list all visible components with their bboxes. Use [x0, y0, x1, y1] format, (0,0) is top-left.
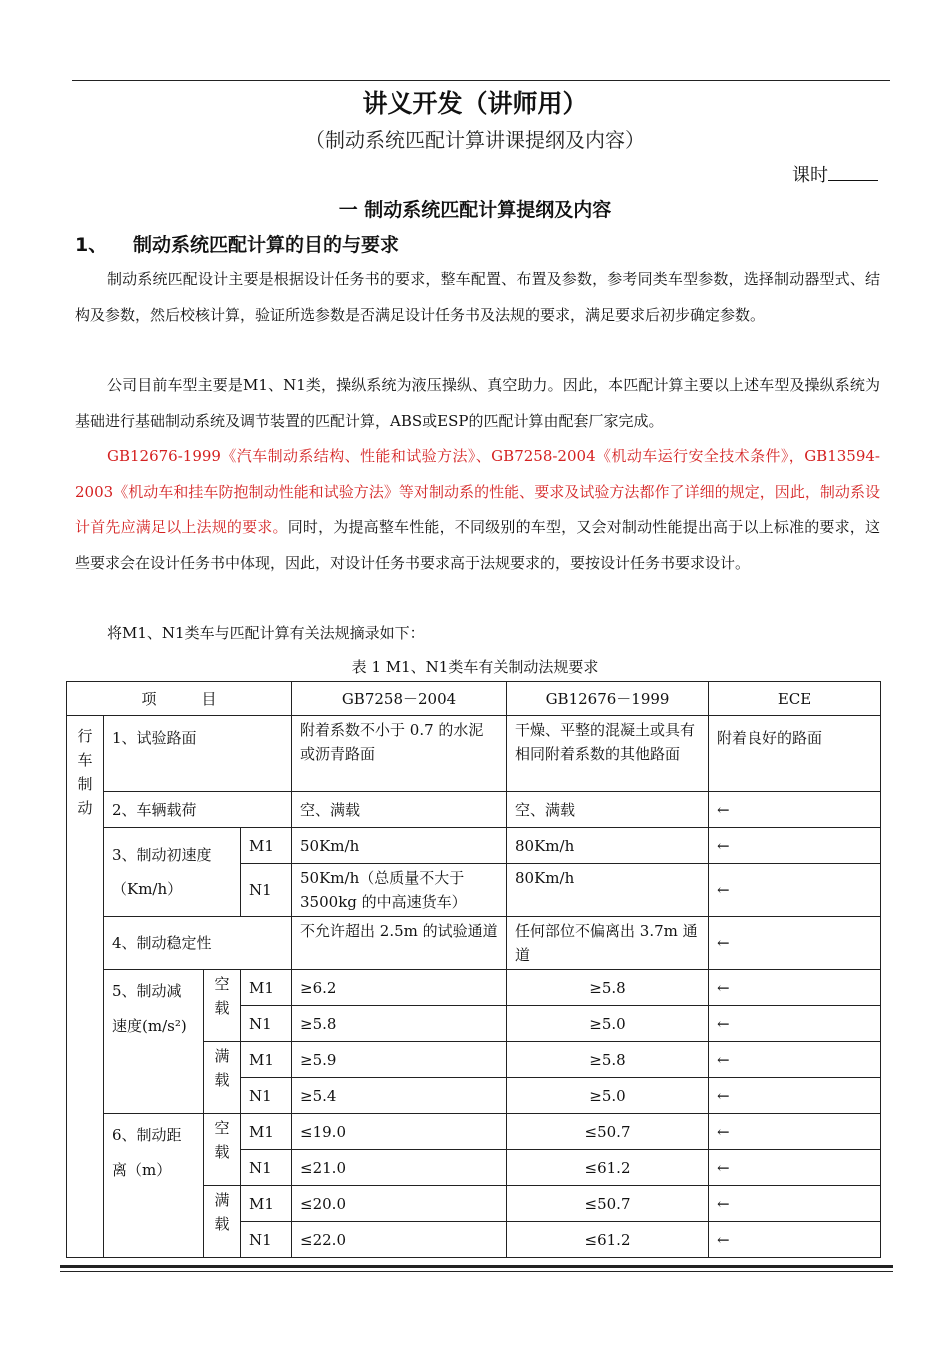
cell-ece: ←	[709, 1186, 881, 1222]
brake-regulation-table	[66, 681, 881, 1258]
cell-gb7258: ≥5.9	[292, 1042, 507, 1078]
cell-ece: ←	[709, 828, 881, 864]
cell-gb7258: ≥5.8	[292, 1006, 507, 1042]
cell-gb7258: 50Km/h	[292, 828, 507, 864]
document-title: 讲义开发（讲师用）	[362, 89, 588, 118]
cell-gb12676: ≥5.8	[507, 970, 709, 1006]
document-subtitle: （制动系统匹配计算讲课提纲及内容）	[305, 128, 645, 152]
row-label-braking-distance: 6、制动距离（m）	[104, 1114, 204, 1258]
paragraph-regulations	[75, 439, 880, 581]
regulation-standards-text: GB12676-1999《汽车制动系结构、性能和试验方法》、GB7258-2004《机动车运行安全技术条件》，GB13594-2003《机动车和挂车防抱制动性能和试验方法》等对制动系的性能、要求及试验方法都作了详细的规定，因此，制动系设计首先应满足以上法规的要求。	[75, 447, 880, 536]
cell-ece: ←	[709, 1006, 881, 1042]
load-char: 载	[214, 1071, 230, 1089]
load-char: 空	[214, 975, 230, 993]
cell-gb12676: ≤50.7	[507, 1186, 709, 1222]
cell-gb7258: ≥6.2	[292, 970, 507, 1006]
table-row	[67, 792, 881, 828]
cell-gb7258: ≤21.0	[292, 1150, 507, 1186]
footer-rule-thin	[60, 1271, 893, 1272]
footer-rule-thick	[60, 1265, 893, 1268]
subsection-number: 1、	[75, 234, 108, 256]
cell-gb12676: ≥5.8	[507, 1042, 709, 1078]
row-label-stability: 4、制动稳定性	[104, 917, 292, 970]
subsection-title: 制动系统匹配计算的目的与要求	[133, 234, 400, 256]
vehicle-type: M1	[241, 970, 292, 1006]
service-brake-group-label	[67, 716, 104, 1258]
vehicle-type: N1	[241, 1150, 292, 1186]
vehicle-type: N1	[241, 1222, 292, 1258]
cell-gb7258: ≤22.0	[292, 1222, 507, 1258]
cell-ece: ←	[709, 1114, 881, 1150]
cell-gb7258: ≥5.4	[292, 1078, 507, 1114]
cell-gb7258: 50Km/h（总质量不大于3500kg 的中高速货车）	[292, 864, 507, 917]
table-header-row	[67, 682, 881, 716]
cell-gb12676: ≤61.2	[507, 1222, 709, 1258]
group-char: 行	[77, 727, 93, 745]
subsection-heading	[75, 230, 399, 257]
load-char: 满	[214, 1191, 230, 1209]
load-full-label	[204, 1042, 241, 1114]
cell-gb7258: ≤20.0	[292, 1186, 507, 1222]
cell-gb12676: 空、满载	[507, 792, 709, 828]
load-char: 满	[214, 1047, 230, 1065]
row-label-vehicle-load: 2、车辆载荷	[104, 792, 292, 828]
cell-ece: ←	[709, 917, 881, 970]
paragraph-vehicle-types: 公司目前车型主要是M1、N1类，操纵系统为液压操纵、真空助力。因此，本匹配计算主要以上述车型及操纵系统为基础进行基础制动系统及调节装置的匹配计算，ABS或ESP的匹配计算由配套厂家完成。	[75, 376, 880, 430]
load-char: 空	[214, 1119, 230, 1137]
cell-gb12676: 干燥、平整的混凝土或具有相同附着系数的其他路面	[507, 716, 709, 792]
paragraph-purpose: 制动系统匹配设计主要是根据设计任务书的要求，整车配置、布置及参数，参考同类车型参数，选择制动器型式、结构及参数，然后校核计算，验证所选参数是否满足设计任务书及法规的要求，满足要求后初步确定参数。	[75, 270, 880, 324]
row-label-test-road: 1、试验路面	[104, 716, 292, 792]
cell-gb12676: 80Km/h	[507, 864, 709, 917]
vehicle-type: M1	[241, 1186, 292, 1222]
cell-gb12676: ≥5.0	[507, 1006, 709, 1042]
cell-gb12676: 80Km/h	[507, 828, 709, 864]
table-row	[67, 828, 881, 864]
load-full-label	[204, 1186, 241, 1258]
table-row	[67, 917, 881, 970]
cell-gb7258: ≤19.0	[292, 1114, 507, 1150]
row-label-initial-speed: 3、制动初速度（Km/h）	[104, 828, 241, 917]
header-gb7258: GB7258－2004	[292, 682, 507, 716]
cell-ece: ←	[709, 1078, 881, 1114]
regulation-extra-text: 同时，为提高整车性能，不同级别的车型，又会对制动性能提出高于以上标准的要求，这些要求会在设计任务书中体现，因此，对设计任务书要求高于法规要求的，要按设计任务书要求设计。	[75, 518, 880, 572]
cell-gb12676: ≤50.7	[507, 1114, 709, 1150]
vehicle-type-n1: N1	[241, 864, 292, 917]
table-row	[67, 716, 881, 792]
class-hours	[792, 161, 878, 187]
cell-ece: ←	[709, 970, 881, 1006]
class-hours-blank	[828, 164, 878, 181]
cell-ece: ←	[709, 864, 881, 917]
cell-ece: ←	[709, 1150, 881, 1186]
header-item: 项 目	[67, 682, 292, 716]
load-char: 载	[214, 999, 230, 1017]
vehicle-type: N1	[241, 1006, 292, 1042]
vehicle-type: N1	[241, 1078, 292, 1114]
cell-gb7258: 不允许超出 2.5m 的试验通道	[292, 917, 507, 970]
table-row	[67, 970, 881, 1006]
table-caption: 表 1 M1、N1类车有关制动法规要求	[351, 658, 599, 676]
table-row	[67, 1114, 881, 1150]
cell-gb12676: ≥5.0	[507, 1078, 709, 1114]
load-char: 载	[214, 1215, 230, 1233]
group-char: 动	[77, 799, 93, 817]
cell-gb12676: ≤61.2	[507, 1150, 709, 1186]
vehicle-type: M1	[241, 1114, 292, 1150]
cell-gb12676: 任何部位不偏离出 3.7m 通道	[507, 917, 709, 970]
load-empty-label	[204, 1114, 241, 1186]
header-ece: ECE	[709, 682, 881, 716]
cell-ece: 附着良好的路面	[709, 716, 881, 792]
load-char: 载	[214, 1143, 230, 1161]
group-char: 车	[77, 751, 93, 769]
cell-ece: ←	[709, 1042, 881, 1078]
paragraph-excerpt-intro: 将M1、N1类车与匹配计算有关法规摘录如下：	[107, 624, 425, 642]
header-rule	[72, 80, 890, 81]
class-hours-label: 课时	[792, 165, 828, 186]
cell-ece: ←	[709, 1222, 881, 1258]
cell-ece: ←	[709, 792, 881, 828]
group-char: 制	[77, 775, 93, 793]
row-label-deceleration: 5、制动减速度(m/s²)	[104, 970, 204, 1114]
vehicle-type: M1	[241, 1042, 292, 1078]
load-empty-label	[204, 970, 241, 1042]
cell-gb7258: 附着系数不小于 0.7 的水泥或沥青路面	[292, 716, 507, 792]
header-gb12676: GB12676－1999	[507, 682, 709, 716]
section-heading: 一 制动系统匹配计算提纲及内容	[338, 199, 612, 221]
vehicle-type-m1: M1	[241, 828, 292, 864]
cell-gb7258: 空、满载	[292, 792, 507, 828]
